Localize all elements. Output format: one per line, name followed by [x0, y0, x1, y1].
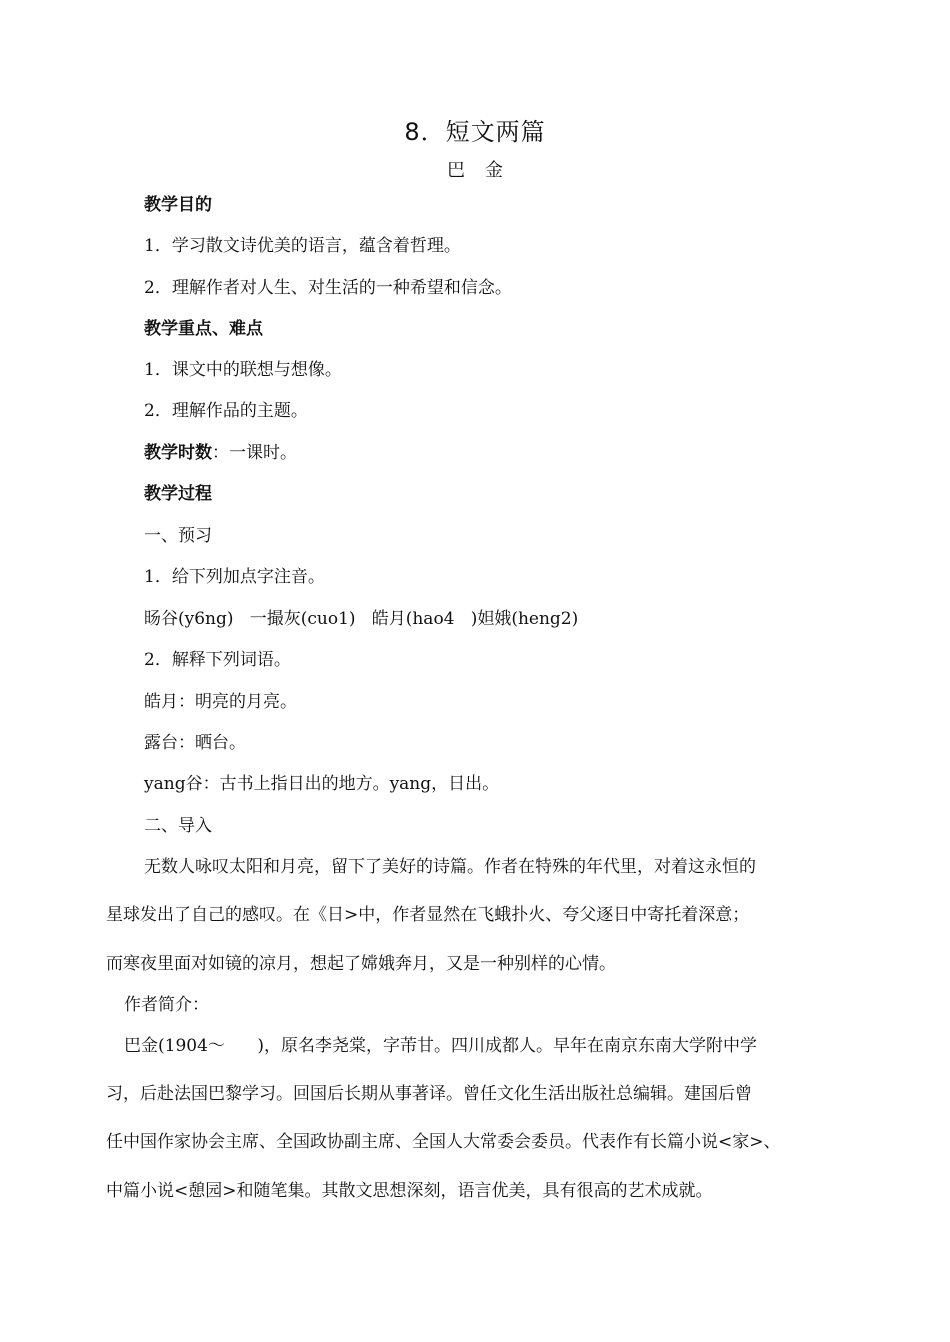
definition-1: 皓月：明亮的月亮。: [144, 692, 297, 712]
intro-heading: 二、导入: [144, 816, 212, 836]
key-points-heading: 教学重点、难点: [144, 319, 263, 339]
document-title: 8．短文两篇: [404, 118, 546, 146]
process-heading: 教学过程: [144, 484, 212, 504]
goal-item-2: 2．理解作者对人生、对生活的一种希望和信念。: [144, 278, 512, 298]
author-intro-label: 作者简介：: [124, 995, 209, 1015]
preview-heading: 一、预习: [144, 526, 212, 546]
key-point-2: 2．理解作品的主题。: [144, 401, 308, 421]
bio-line-3: 任中国作家协会主席、全国政协副主席、全国人大常委会委员。代表作有长篇小说<家>、: [106, 1132, 781, 1152]
pinyin-line: 旸谷(y6ng) 一撮灰(cuo1) 皓月(hao4 )妲娥(heng2): [144, 609, 579, 629]
teaching-time-value: ：一课时。: [212, 443, 297, 463]
bio-line-1: 巴金(1904～ )，原名李尧棠，字芾甘。四川成都人。早年在南京东南大学附中学: [124, 1036, 757, 1056]
key-point-1: 1．课文中的联想与想像。: [144, 360, 342, 380]
bio-line-4: 中篇小说<憩园>和随笔集。其散文思想深刻，语言优美，具有很高的艺术成就。: [106, 1181, 713, 1201]
definition-2: 露台：晒台。: [144, 733, 246, 753]
goals-heading: 教学目的: [144, 195, 212, 215]
definition-3: yang谷：古书上指日出的地方。yang，日出。: [144, 774, 500, 794]
teaching-time: [144, 442, 297, 464]
author-name: 巴金: [447, 160, 523, 181]
bio-line-2: 习，后赴法国巴黎学习。回国后长期从事著译。曾任文化生活出版社总编辑。建国后曾: [106, 1084, 752, 1104]
goal-item-1: 1．学习散文诗优美的语言，蕴含着哲理。: [144, 236, 461, 256]
intro-paragraph-line-3: 而寒夜里面对如镜的凉月，想起了嫦娥奔月，又是一种别样的心情。: [106, 954, 616, 974]
preview-item-1: 1．给下列加点字注音。: [144, 567, 325, 587]
intro-paragraph-line-1: 无数人咏叹太阳和月亮，留下了美好的诗篇。作者在特殊的年代里，对着这永恒的: [144, 857, 756, 877]
intro-paragraph-line-2: 星球发出了自己的感叹。在《日>中，作者显然在飞蛾扑火、夸父逐日中寄托着深意；: [106, 905, 750, 925]
preview-item-2: 2．解释下列词语。: [144, 650, 291, 670]
teaching-time-label: 教学时数: [144, 443, 212, 463]
